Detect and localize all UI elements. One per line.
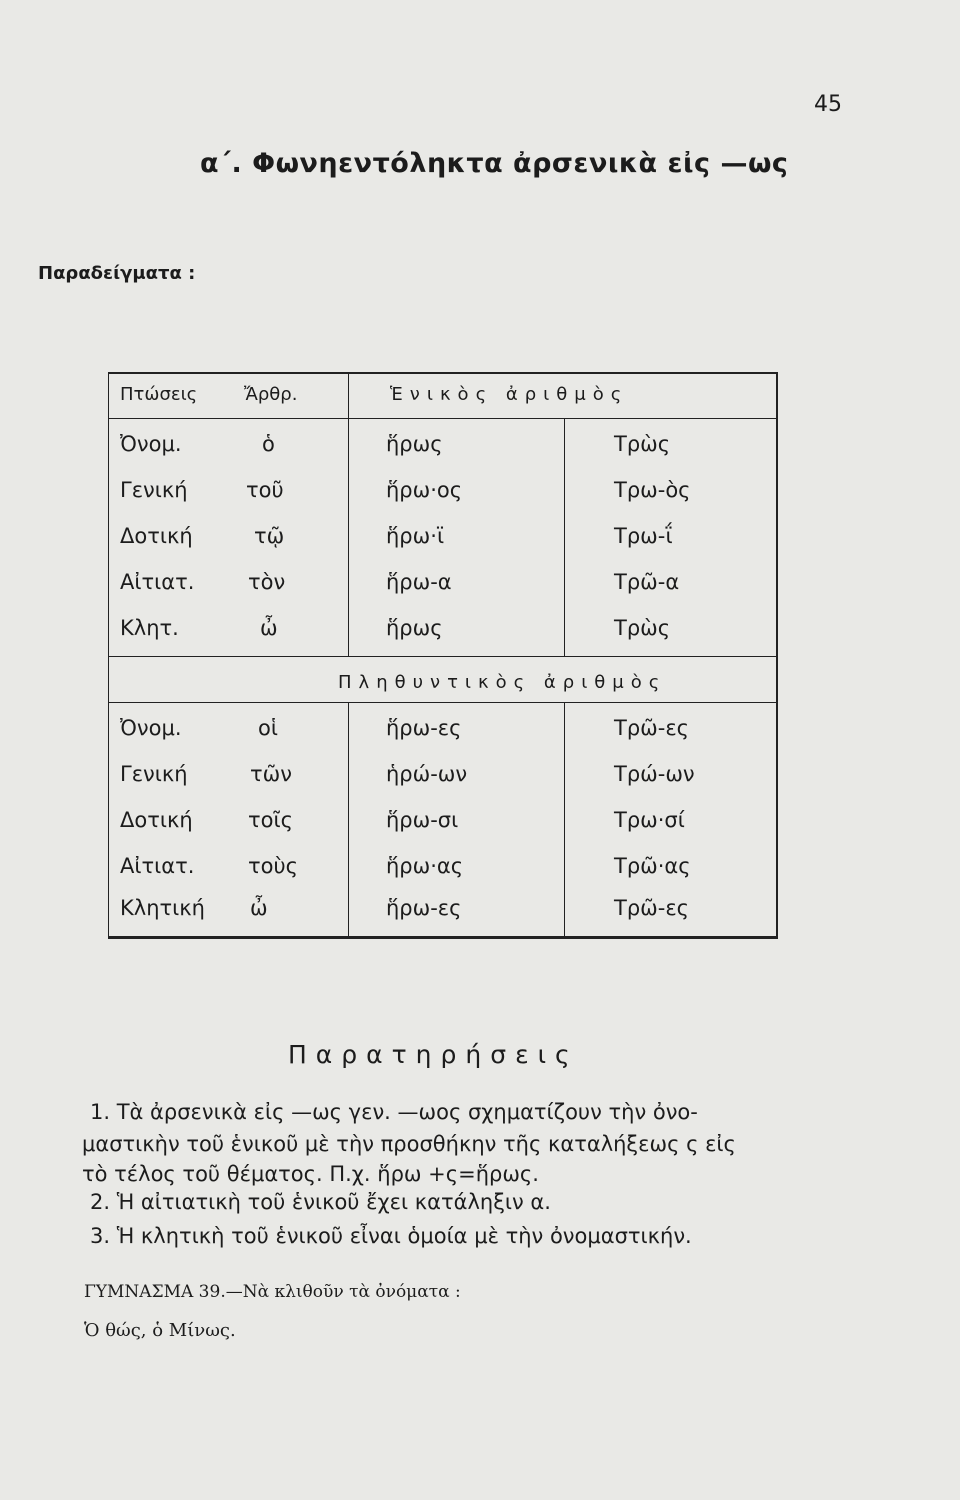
case-name: Κλητ. [120, 616, 179, 640]
form-heros: ἡρώ-ων [386, 762, 468, 786]
note-2: 2. Ἡ αἰτιατικὴ τοῦ ἑνικοῦ ἔχει κατάληξιν α. [90, 1190, 551, 1214]
case-name: Κλητική [120, 896, 205, 920]
header-singular: Ἑνικὸς ἀριθμὸς [390, 384, 629, 405]
form-heros: ἥρω·ας [386, 854, 464, 878]
observations-title: Παρατηρήσεις [288, 1040, 579, 1069]
form-heros: ἥρω-α [386, 570, 452, 594]
declension-table [108, 372, 778, 940]
article: τὸν [248, 570, 286, 594]
form-heros: ἥρω-ες [386, 716, 462, 740]
form-tros: Τρω-ΐ [614, 524, 673, 548]
case-name: Ὀνομ. [120, 432, 182, 456]
case-name: Γενική [120, 762, 188, 786]
header-plural: Πληθυντικὸς ἀριθμὸς [338, 672, 667, 693]
form-tros: Τρῶ·ας [614, 854, 691, 878]
article: τῷ [254, 524, 285, 548]
form-tros: Τρω-ὸς [614, 478, 691, 502]
form-heros: ἥρω·ϊ [386, 524, 445, 548]
article: τοῦ [246, 478, 284, 502]
form-heros: ἥρως [386, 432, 443, 456]
note-1-line-3: τὸ τέλος τοῦ θέματος. Π.χ. ἥρω +ς=ἥρως. [82, 1162, 539, 1186]
form-tros: Τρῶ-α [614, 570, 680, 594]
form-tros: Τρω·σί [614, 808, 685, 832]
form-heros: ἥρω-ες [386, 896, 462, 920]
form-tros: Τρῶ-ες [614, 896, 689, 920]
page-number: 45 [814, 92, 842, 117]
note-1-line-2: μαστικὴν τοῦ ἑνικοῦ μὲ τὴν προσθήκην τῆς καταλήξεως ς εἰς [82, 1132, 736, 1156]
article: ὦ [250, 896, 268, 920]
case-name: Δοτική [120, 524, 193, 548]
article: τοῖς [248, 808, 293, 832]
header-cases: Πτώσεις [120, 384, 198, 405]
form-tros: Τρὼς [614, 432, 671, 456]
form-heros: ἥρω-σι [386, 808, 459, 832]
form-heros: ἥρως [386, 616, 443, 640]
case-name: Αἰτιατ. [120, 570, 195, 594]
article: οἱ [258, 716, 278, 740]
form-heros: ἥρω·ος [386, 478, 463, 502]
note-1-line-1: 1. Τὰ ἀρσενικὰ εἰς —ως γεν. —ωος σχηματίζουν τὴν ὀνο- [90, 1100, 698, 1124]
article: τῶν [250, 762, 292, 786]
article: ὁ [262, 432, 275, 456]
section-title: α΄. Φωνηεντόληκτα ἀρσενικὰ εἰς —ως [200, 148, 789, 179]
case-name: Γενική [120, 478, 188, 502]
case-name: Ὀνομ. [120, 716, 182, 740]
form-tros: Τρὼς [614, 616, 671, 640]
article: τοὺς [248, 854, 298, 878]
case-name: Δοτική [120, 808, 193, 832]
note-3: 3. Ἡ κλητικὴ τοῦ ἑνικοῦ εἶναι ὁμοία μὲ τὴν ὀνομαστικήν. [90, 1224, 692, 1248]
examples-label: Παραδείγματα : [38, 263, 196, 284]
case-name: Αἰτιατ. [120, 854, 195, 878]
article: ὦ [260, 616, 278, 640]
header-article: Ἄρθρ. [244, 384, 298, 405]
form-tros: Τρῶ-ες [614, 716, 689, 740]
exercise-words: Ὁ θώς, ὁ Μίνως. [84, 1320, 236, 1341]
exercise-heading: ΓΥΜΝΑΣΜΑ 39.—Νὰ κλιθοῦν τὰ ὀνόματα : [84, 1282, 461, 1302]
form-tros: Τρώ-ων [614, 762, 695, 786]
